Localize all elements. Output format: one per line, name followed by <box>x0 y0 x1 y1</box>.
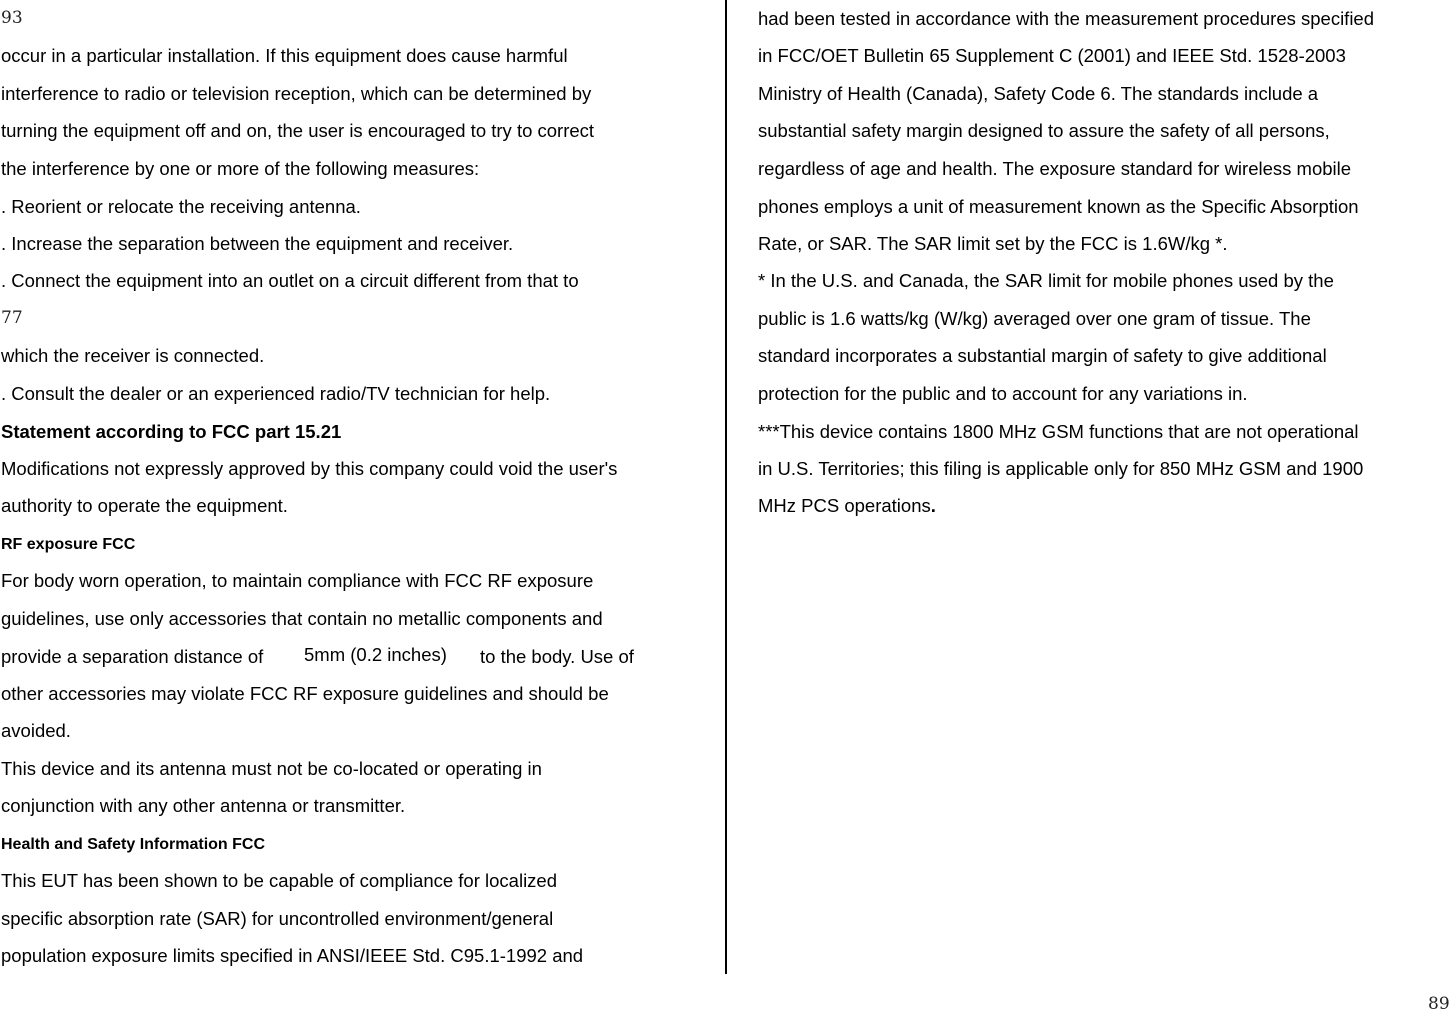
text-line: in FCC/OET Bulletin 65 Supplement C (2001) and IEEE Std. 1528-2003 <box>758 45 1346 66</box>
text-line: protection for the public and to account for any variations in. <box>758 383 1248 404</box>
text-line: authority to operate the equipment. <box>1 495 288 516</box>
page-number-bottom: 89 <box>1428 994 1450 1014</box>
section-heading-health-safety: Health and Safety Information FCC <box>1 836 266 853</box>
text-line: Rate, or SAR. The SAR limit set by the FCC is 1.6W/kg *. <box>758 233 1228 254</box>
text-line: phones employs a unit of measurement known as the Specific Absorption <box>758 196 1359 217</box>
page-number-mid: 77 <box>1 308 23 328</box>
text-line: provide a separation distance of <box>1 646 264 667</box>
text-line: This EUT has been shown to be capable of compliance for localized <box>1 870 558 891</box>
text-line: had been tested in accordance with the measurement procedures specified <box>758 8 1375 29</box>
list-item: . Increase the separation between the equipment and receiver. <box>1 233 514 254</box>
column-divider <box>725 0 727 974</box>
text-line: * In the U.S. and Canada, the SAR limit for mobile phones used by the <box>758 270 1334 291</box>
text-line: other accessories may violate FCC RF exposure guidelines and should be <box>1 683 609 704</box>
text-line: which the receiver is connected. <box>1 345 265 366</box>
text-line: regardless of age and health. The exposure standard for wireless mobile <box>758 158 1352 179</box>
page-number-top: 93 <box>1 8 23 28</box>
separation-distance-value: 5mm (0.2 inches) <box>304 644 447 665</box>
text-line: Ministry of Health (Canada), Safety Code 6. The standards include a <box>758 83 1319 104</box>
text-line: Modifications not expressly approved by this company could void the user's <box>1 458 618 479</box>
bold-period: . <box>930 495 936 516</box>
text-line-last <box>758 496 936 516</box>
text-line: standard incorporates a substantial margin of safety to give additional <box>758 345 1327 366</box>
list-item: . Reorient or relocate the receiving antenna. <box>1 196 361 217</box>
text-line: avoided. <box>1 720 71 741</box>
text-line: population exposure limits specified in ANSI/IEEE Std. C95.1-1992 and <box>1 945 584 966</box>
text-line: in U.S. Territories; this filing is applicable only for 850 MHz GSM and 1900 <box>758 458 1364 479</box>
list-item: . Connect the equipment into an outlet on a circuit different from that to <box>1 270 579 291</box>
text-line: substantial safety margin designed to assure the safety of all persons, <box>758 120 1330 141</box>
text-line: to the body. Use of <box>480 646 634 667</box>
text-line: occur in a particular installation. If this equipment does cause harmful <box>1 45 568 66</box>
text-line: public is 1.6 watts/kg (W/kg) averaged over one gram of tissue. The <box>758 308 1311 329</box>
text-line: This device and its antenna must not be co-located or operating in <box>1 758 542 779</box>
text-line: interference to radio or television reception, which can be determined by <box>1 83 592 104</box>
text-line: conjunction with any other antenna or transmitter. <box>1 795 406 816</box>
text-line: ***This device contains 1800 MHz GSM functions that are not operational <box>758 421 1359 442</box>
text-line: the interference by one or more of the following measures: <box>1 158 480 179</box>
text-line: For body worn operation, to maintain compliance with FCC RF exposure <box>1 570 594 591</box>
section-heading-fcc-15-21: Statement according to FCC part 15.21 <box>1 421 342 442</box>
text-line: turning the equipment off and on, the user is encouraged to try to correct <box>1 120 595 141</box>
text-line: specific absorption rate (SAR) for uncontrolled environment/general <box>1 908 554 929</box>
section-heading-rf-exposure: RF exposure FCC <box>1 536 136 553</box>
text-span: MHz PCS operations <box>758 495 931 516</box>
list-item: . Consult the dealer or an experienced radio/TV technician for help. <box>1 383 551 404</box>
text-line: guidelines, use only accessories that contain no metallic components and <box>1 608 603 629</box>
